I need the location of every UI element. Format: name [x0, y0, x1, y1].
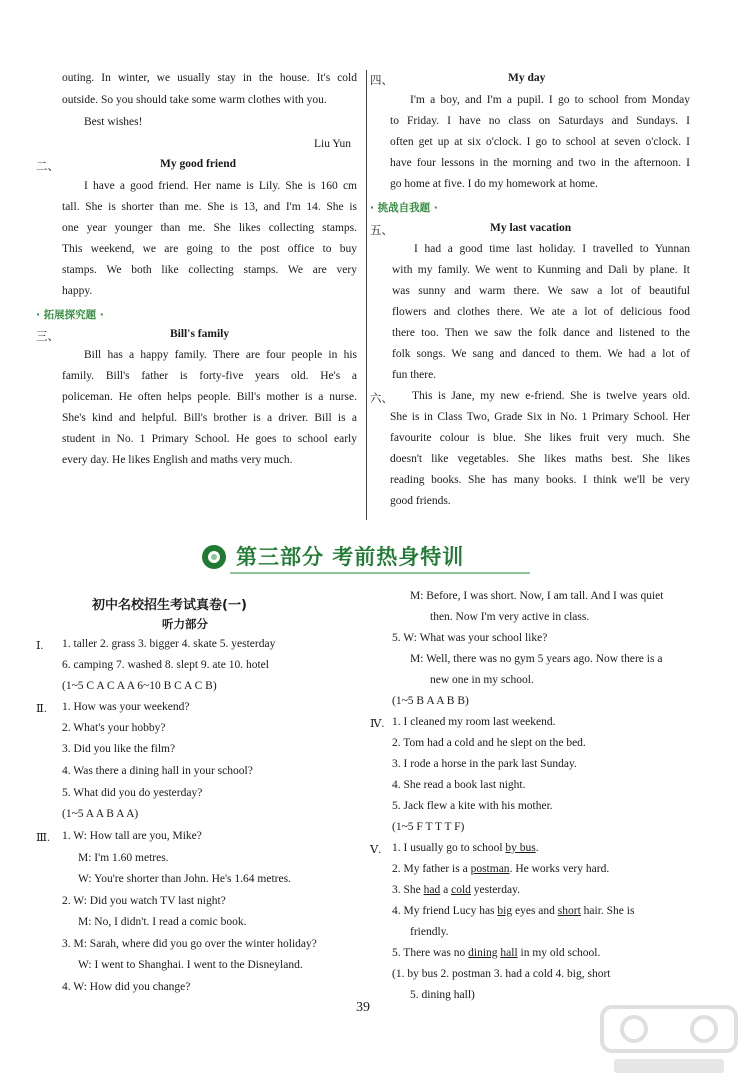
answer-line: 5. dining hall) [410, 989, 475, 1001]
answer-line: (1~5 C A C A A 6~10 B C A C B) [62, 680, 217, 692]
text-line [392, 842, 539, 854]
text-line: 3. Did you like the film? [62, 743, 176, 755]
text-line [392, 905, 690, 917]
answer-line: (1~5 B A A B B) [392, 695, 469, 707]
text-line: tall. She is shorter than me. She is 13, and I'm 14. She is [62, 201, 357, 213]
text-line: I'm a boy, and I'm a pupil. I go to school from Monday [410, 94, 690, 106]
section-number: 六、 [370, 391, 393, 405]
text-line: 6. camping 7. washed 8. slept 9. ate 10. hotel [62, 659, 269, 671]
text-segment: eyes and [512, 905, 558, 917]
explore-tag: · 拓展探究题 · [36, 309, 104, 321]
text-line: 5. What did you do yesterday? [62, 787, 203, 799]
section-number: 五、 [370, 223, 393, 237]
answer-line: (1. by bus 2. postman 3. had a cold 4. big, short [392, 968, 611, 980]
text-line: fun there. [392, 369, 437, 381]
underlined-answer: cold [451, 884, 471, 896]
text-line: 2. What's your hobby? [62, 722, 166, 734]
underlined-answer: short [557, 905, 581, 917]
text-line: I had a good time last holiday. I travelled to Yunnan [414, 243, 690, 255]
text-line [392, 884, 520, 896]
text-line: 4. Was there a dining hall in your school? [62, 765, 253, 777]
underlined-answer: hall [500, 947, 518, 959]
section-title: My last vacation [490, 222, 572, 234]
text-line: 5. Jack flew a kite with his mother. [392, 800, 553, 812]
text-line: 3. I rode a horse in the park last Sunday. [392, 758, 577, 770]
text-segment: hair. She is [580, 905, 635, 917]
text-line: often get up at six o'clock. I go to school at seven o'clock. I [390, 136, 690, 148]
question-number: Ⅰ. [36, 640, 44, 652]
text-segment: 1. I usually go to school [392, 842, 506, 854]
text-line: good friends. [390, 495, 451, 507]
text-line: folk songs. We sang and danced to them. We had a lot of [392, 348, 690, 360]
text-line: policeman. He often helps people. Bill's mother is a nurse. [62, 391, 357, 403]
question-number: Ⅴ. [370, 844, 382, 856]
column-divider [366, 70, 367, 520]
text-line: I have a good friend. Her name is Lily. She is 160 cm [84, 180, 357, 192]
text-line: happy. [62, 285, 93, 297]
question-number: Ⅲ. [36, 832, 50, 844]
text-segment: in my old school. [517, 947, 601, 959]
text-segment: a [440, 884, 452, 896]
text-line: 1. How was your weekend? [62, 701, 190, 713]
dialogue-line: M: No, I didn't. I read a comic book. [78, 916, 247, 928]
text-line: flowers and clothes there. We ate a lot of delicious food [392, 306, 690, 318]
text-line: one year younger than me. She likes collecting stamps. [62, 222, 357, 234]
text-line: there too. Then we saw the folk dance and listened to the [392, 327, 690, 339]
underlined-answer: had [423, 884, 441, 896]
text-line [392, 863, 609, 875]
banner-underline [230, 572, 530, 574]
underlined-answer: big [497, 905, 513, 917]
dialogue-line: M: Before, I was short. Now, I am tall. And I was quiet [410, 590, 664, 602]
text-line: friendly. [410, 926, 449, 938]
text-line: stamps. We both like collecting stamps. We are very [62, 264, 357, 276]
question-number: Ⅱ. [36, 703, 47, 715]
watermark-logo-icon [594, 1001, 744, 1081]
text-line: was sunny and warm there. We saw a lot of beautiful [392, 285, 690, 297]
dialogue-line: 2. W: Did you watch TV last night? [62, 895, 226, 907]
text-line: Bill has a happy family. There are four people in his [84, 349, 357, 361]
dialogue-line: 5. W: What was your school like? [392, 632, 548, 644]
text-line: to Friday. I have no class on Saturdays and Sundays. I [390, 115, 690, 127]
answer-line: (1~5 A A B A A) [62, 808, 139, 820]
dialogue-line: then. Now I'm very active in class. [430, 611, 590, 623]
text-line: favourite colour is blue. She likes fruit very much. She [390, 432, 690, 444]
challenge-tag: · 挑战自我题 · [370, 202, 438, 214]
section-number: 二、 [36, 159, 59, 173]
text-line: She is in Class Two, Grade Six in No. 1 Primary School. Her [390, 411, 690, 423]
text-segment: . [535, 842, 539, 854]
signature-name: Liu Yun [314, 138, 351, 150]
text-segment: 4. My friend Lucy has [392, 905, 498, 917]
section-title: Bill's family [170, 328, 230, 340]
dialogue-line: 4. W: How did you change? [62, 981, 191, 993]
text-line: go home at five. I do my homework at home. [390, 178, 598, 190]
dialogue-line: M: I'm 1.60 metres. [78, 852, 169, 864]
section-title: My good friend [160, 158, 237, 170]
section-number: 三、 [36, 329, 59, 343]
text-line: outing. In winter, we usually stay in the house. It's cold [62, 72, 357, 84]
text-line: have four lessons in the morning and two in the afternoon. I [390, 157, 690, 169]
text-line: 1. taller 2. grass 3. bigger 4. skate 5. yesterday [62, 638, 276, 650]
circle-bullet-icon [200, 543, 228, 571]
text-line: 1. I cleaned my room last weekend. [392, 716, 556, 728]
text-line: family. Bill's father is forty-five years old. He's a [62, 370, 357, 382]
closing: Best wishes! [84, 116, 143, 128]
exam-title: 初中名校招生考试真卷(一) [92, 598, 247, 613]
text-line: 2. Tom had a cold and he slept on the bed. [392, 737, 586, 749]
text-segment: . He works very hard. [509, 863, 610, 875]
dialogue-line: 1. W: How tall are you, Mike? [62, 830, 202, 842]
text-line: outside. So you should take some warm clothes with you. [62, 94, 327, 106]
listening-title: 听力部分 [162, 617, 208, 631]
text-segment: 3. She [392, 884, 424, 896]
text-line: doesn't like vegetables. She likes maths best. She likes [390, 453, 690, 465]
dialogue-line: new one in my school. [430, 674, 534, 686]
text-line: This is Jane, my new e-friend. She is twelve years old. [412, 390, 690, 402]
banner-title: 第三部分 考前热身特训 [236, 545, 465, 569]
text-line: student in No. 1 Primary School. He goes to school early [62, 433, 357, 445]
dialogue-line: W: I went to Shanghai. I went to the Disneyland. [78, 959, 303, 971]
dialogue-line: W: You're shorter than John. He's 1.64 metres. [78, 873, 291, 885]
section-title: My day [508, 72, 546, 84]
text-line: She's kind and helpful. Bill's brother is a driver. Bill is a [62, 412, 357, 424]
underlined-answer: by bus [505, 842, 536, 854]
text-segment: 5. There was no [392, 947, 469, 959]
part-banner [200, 537, 550, 577]
text-line: reading books. She has many books. I think we'll be very [390, 474, 690, 486]
section-number: 四、 [370, 73, 393, 87]
text-line [392, 947, 600, 959]
page-number: 39 [356, 1000, 370, 1015]
text-segment: yesterday. [470, 884, 520, 896]
text-line: with my family. We went to Kunming and Dali by plane. It [392, 264, 690, 276]
text-line: 4. She read a book last night. [392, 779, 526, 791]
underlined-answer: dining [468, 947, 498, 959]
text-segment: 2. My father is a [392, 863, 471, 875]
dialogue-line: 3. M: Sarah, where did you go over the winter holiday? [62, 938, 317, 950]
underlined-answer: postman [470, 863, 510, 875]
question-number: Ⅳ. [370, 718, 385, 730]
text-line: This weekend, we are going to the post office to buy [62, 243, 357, 255]
answer-line: (1~5 F T T T F) [392, 821, 465, 833]
dialogue-line: M: Well, there was no gym 5 years ago. Now there is a [410, 653, 663, 665]
text-line: every day. He likes English and maths very much. [62, 454, 293, 466]
